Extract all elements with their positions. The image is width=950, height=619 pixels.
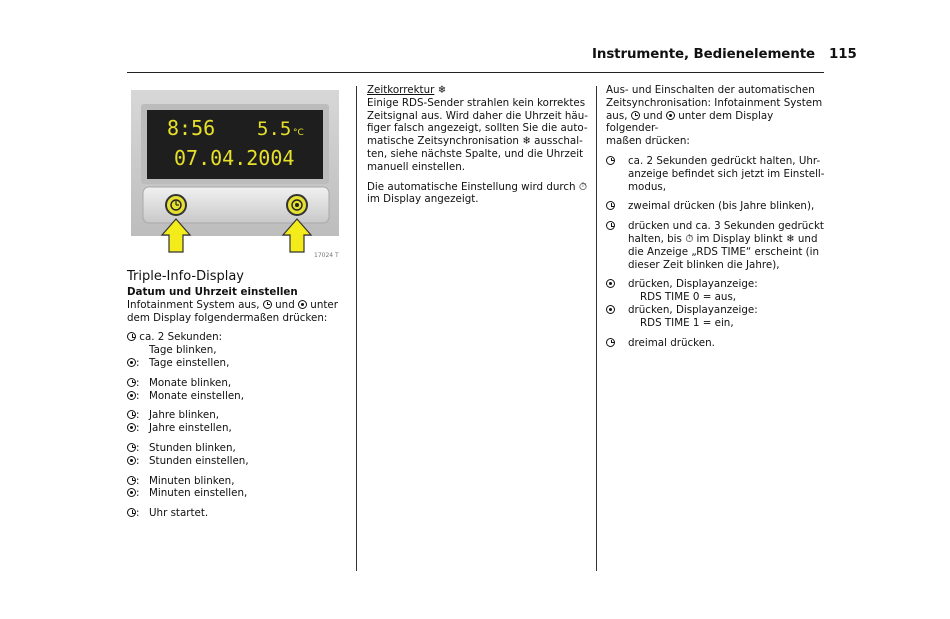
intro-line-1: Infotainment System aus, und unter	[127, 298, 338, 311]
clock-icon	[606, 221, 615, 230]
lcd-temp: 5.5	[257, 118, 292, 140]
clock-icon	[127, 332, 136, 341]
page-number: 115	[829, 47, 857, 62]
step-first: ca. 2 Sekunden:	[127, 331, 352, 344]
section-subtitle: Datum und Uhrzeit einstellen	[127, 286, 298, 298]
snowflake-icon: ❄	[437, 84, 447, 96]
header-rule	[127, 72, 824, 73]
knob-icon	[298, 300, 307, 309]
step-row: : Minuten blinken,	[127, 475, 352, 488]
step-row: : Stunden einstellen,	[127, 455, 352, 468]
knob-icon	[606, 305, 615, 314]
step-row: dreimal drücken.	[606, 337, 826, 350]
section-title: Triple-Info-Display	[127, 269, 244, 284]
step-row: drücken, Displayanzeige:	[606, 278, 826, 291]
knob-icon	[127, 358, 136, 367]
step-row: drücken und ca. 3 Sekunden gedrückt	[606, 220, 826, 233]
knob-icon	[127, 456, 136, 465]
knob-icon	[127, 391, 136, 400]
step-row: : Monate einstellen,	[127, 390, 352, 403]
column-3: Aus- und Einschalten der automatischen Zeitsynchronisation: Infotainment System aus, und unter dem Display folgender- maßen drücken: ca. 2 Sekunden gedrückt halten, Uhr- anzeige befindet sich jetzt im Einstell- modus, zweimal drücken (bis Jahre blinken), drücken und ca. 3 Sekunden gedrückt halten, bis ⏱ im Display blinkt ❄ und die Anzeige „RDS TIME“ erscheint (in dieser Zeit blinken die Jahre), drücken, Displayanzeige: RDS TIME 0 = aus, drücken, Displayanzeige: RDS TIME 1 = ein, dreimal drücken.	[606, 84, 825, 349]
rds-clock-icon: ⏱	[685, 232, 694, 245]
step-first-cont: Tage blinken,	[149, 344, 217, 357]
lcd-time: 8:56	[167, 116, 216, 140]
lcd-temp-unit: °C	[293, 128, 304, 138]
display-illustration	[127, 86, 345, 262]
clock-icon	[127, 476, 136, 485]
header-title: Instrumente, Bedienelemente	[592, 47, 816, 62]
intro-line-2: dem Display folgendermaßen drücken:	[127, 311, 328, 324]
page-header	[592, 47, 857, 62]
step-row: : Stunden blinken,	[127, 442, 352, 455]
clock-icon	[606, 201, 615, 210]
clock-icon	[127, 410, 136, 419]
clock-icon	[606, 156, 615, 165]
column-1	[127, 269, 352, 520]
lcd-date: 07.04.2004	[174, 146, 295, 170]
step-row: : Uhr startet.	[127, 507, 352, 520]
clock-icon	[127, 378, 136, 387]
knob-icon	[606, 279, 615, 288]
knob-icon	[127, 488, 136, 497]
step-row: : Jahre einstellen,	[127, 422, 352, 435]
clock-icon	[606, 338, 615, 347]
step-row: zweimal drücken (bis Jahre blinken),	[606, 200, 826, 213]
step-row: : Minuten einstellen,	[127, 487, 352, 500]
step-row: : Tage einstellen,	[127, 357, 352, 370]
clock-icon	[127, 443, 136, 452]
knob-icon	[127, 423, 136, 432]
clock-icon	[631, 111, 640, 120]
column-divider-2	[596, 86, 597, 571]
rds-clock-icon: ⏱	[578, 180, 587, 193]
snowflake-icon: ❄	[785, 232, 795, 245]
column-divider-1	[356, 86, 357, 571]
zeitkorrektur-heading: Zeitkorrektur ❄	[367, 84, 447, 96]
step-row: : Jahre blinken,	[127, 409, 352, 422]
step-row: : Monate blinken,	[127, 377, 352, 390]
clock-icon	[263, 300, 272, 309]
knob-icon	[666, 111, 675, 120]
step-row: ca. 2 Sekunden gedrückt halten, Uhr-	[606, 155, 826, 168]
figure-code: 17024 T	[314, 252, 339, 259]
step-row: drücken, Displayanzeige:	[606, 304, 826, 317]
snowflake-icon: ❄	[522, 135, 531, 148]
display-figure	[127, 86, 345, 262]
column-2: Zeitkorrektur ❄ Einige RDS-Sender strahlen kein korrektes Zeitsignal aus. Wird daher die Uhrzeit häu- figer falsch angezeigt, sollten Sie die auto- matische Zeitsynchronisation ❄ ausschal- ten, siehe nächste Spalte, und die Uhrzeit manuell einstellen. Die automatische Einstellung wird durch ⏱ im Display angezeigt.	[367, 84, 588, 206]
clock-icon	[127, 508, 136, 517]
